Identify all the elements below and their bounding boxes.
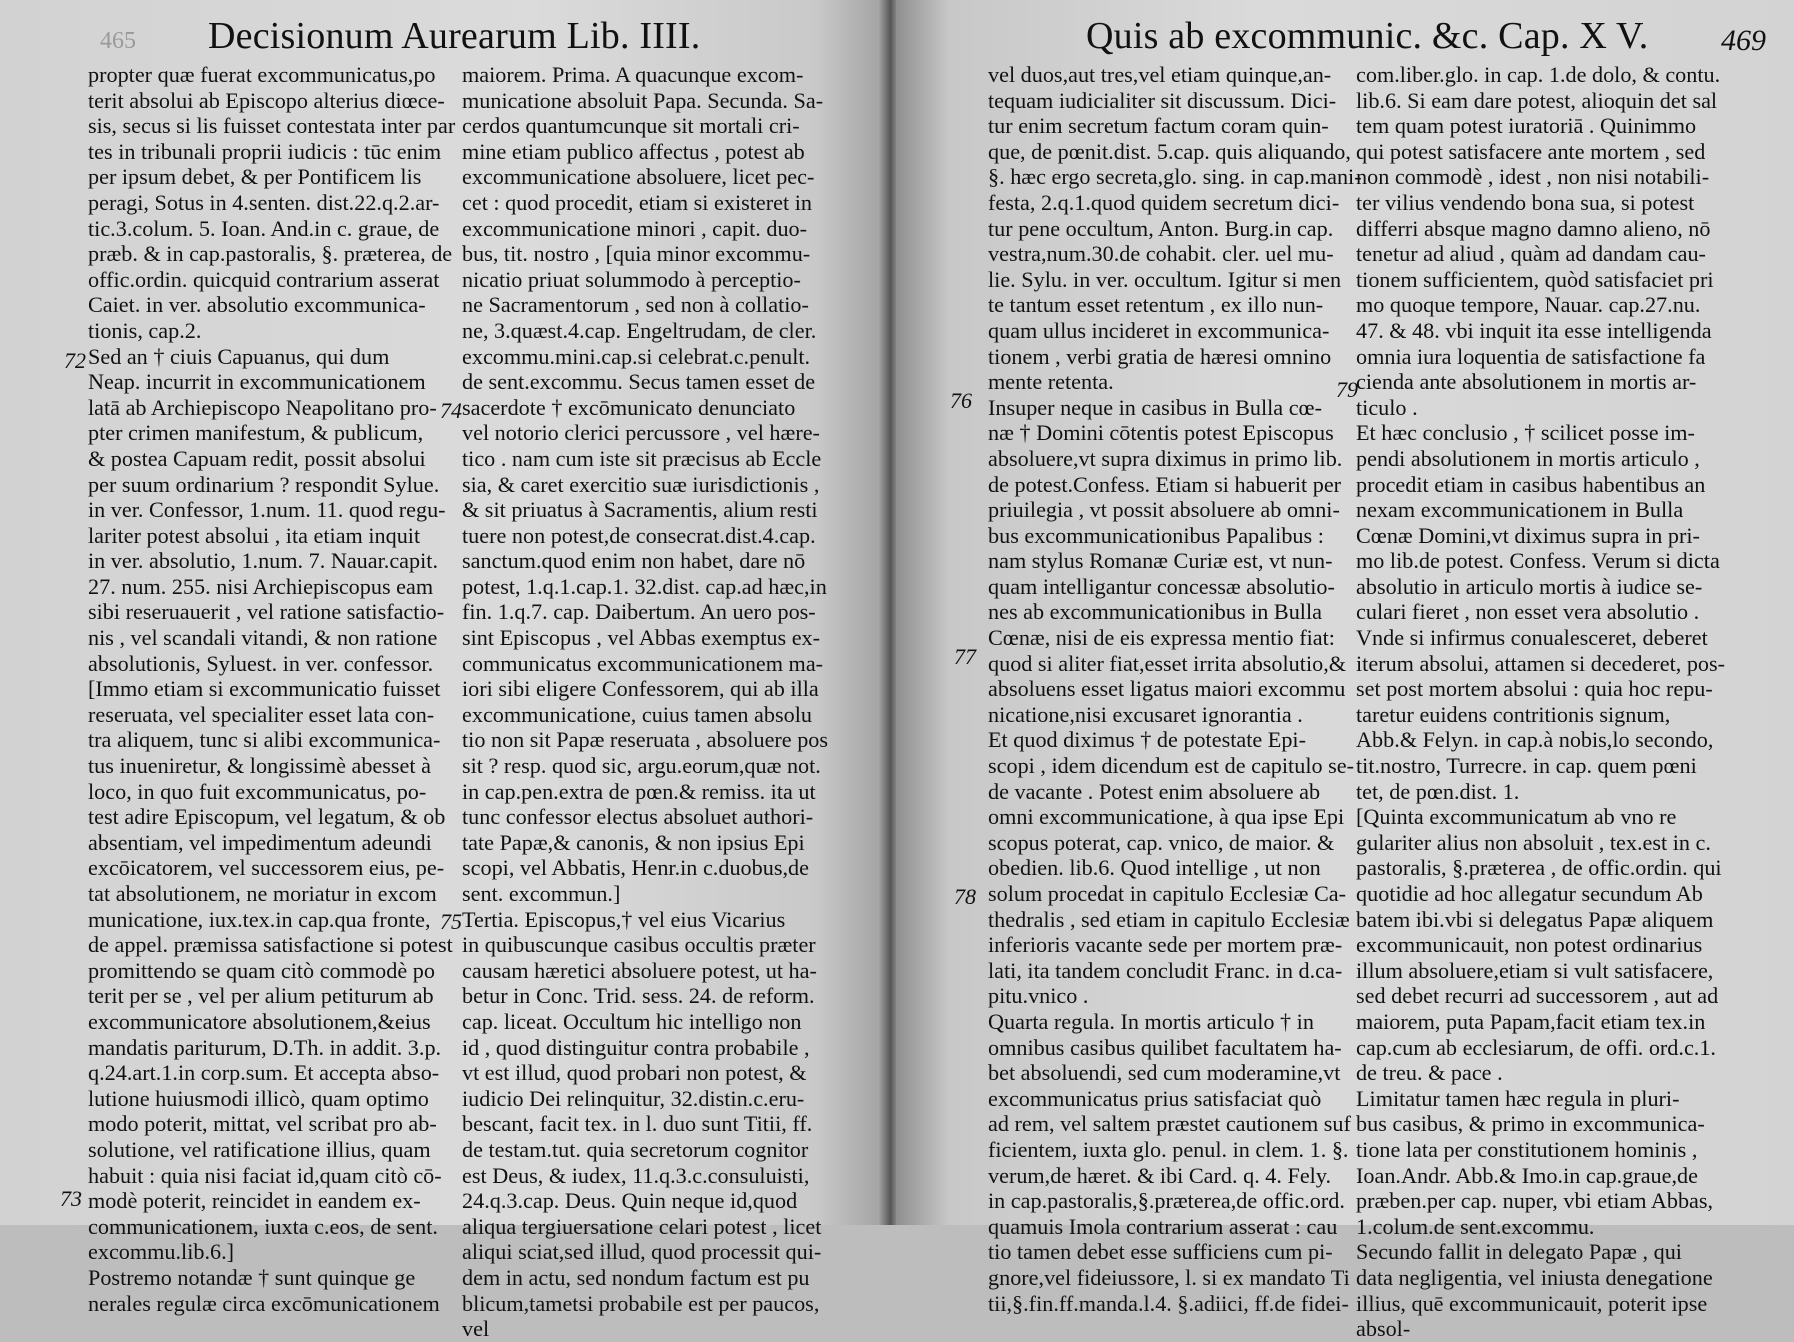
text-line: bus, tit. nostro , [quia minor excommu- xyxy=(462,241,811,267)
text-line: pter crimen manifestum, & publicum, xyxy=(88,420,424,446)
text-line: sent. excommun.] xyxy=(462,881,621,906)
text-line: habuit : quia nisi faciat id,quam citò cō- xyxy=(88,1162,442,1188)
text-line: per suum ordinarium ? respondit Sylue. xyxy=(88,471,440,497)
text-line: excommu.mini.cap.si celebrat.c.penult. xyxy=(462,343,811,369)
text-line: mo lib.de potest. Confess. Verum si dicta xyxy=(1356,548,1720,574)
margin-number: 72 xyxy=(64,348,86,373)
text-line: tequam iudicialiter sit discussum. Dici- xyxy=(988,87,1337,113)
text-line: Cœnæ, nisi de eis expressa mentio fiat: xyxy=(988,625,1335,651)
text-line: priuilegia , vt possit absoluere ab omni- xyxy=(988,497,1340,523)
text-line: 27. num. 255. nisi Archiepiscopus eam xyxy=(88,573,434,599)
text-line: cerdos quantumcunque sit mortali cri- xyxy=(462,113,800,139)
margin-number: 76 xyxy=(950,388,972,413)
text-line: q.24.art.1.in corp.sum. Et accepta abso- xyxy=(88,1060,440,1086)
text-line: absoluere,vt supra diximus in primo lib. xyxy=(988,445,1343,471)
text-line: blicum,tametsi probabile est per paucos, xyxy=(462,1290,820,1316)
text-line: tii,§.fin.ff.manda.l.4. §.adiici, ff.de fidei- xyxy=(988,1290,1349,1316)
text-line: absolutio in articulo mortis à iudice se- xyxy=(1356,573,1703,599)
text-line: peragi, Sotus in 4.senten. dist.22.q.2.ar- xyxy=(88,189,440,215)
text-line: communicatus excommunicationem ma- xyxy=(462,650,824,676)
text-line: mine etiam publico affectus , potest ab xyxy=(462,138,805,164)
running-head-right: Quis ab excommunic. &c. Cap. X V. xyxy=(1086,15,1649,57)
text-line: Cœnæ Domini,vt diximus supra in pri- xyxy=(1356,522,1700,548)
text-line: de appel. præmissa satisfactione si potest xyxy=(88,932,453,958)
text-line: Ioan.Andr. Abb.& Imo.in cap.graue,de xyxy=(1356,1162,1698,1188)
text-line: fin. 1.q.7. cap. Daibertum. An uero pos- xyxy=(462,599,816,625)
text-line: nerales regulæ circa excōmunicationem xyxy=(88,1290,440,1316)
text-line: vel notorio clerici percussore , vel hære- xyxy=(462,420,820,446)
text-line: procedit etiam in casibus habentibus an xyxy=(1356,471,1706,497)
text-line: festa, 2.q.1.quod quidem secretum dici- xyxy=(988,189,1340,215)
text-line: quam intelligantur concessæ absolutio- xyxy=(988,573,1335,599)
text-line: 24.q.3.cap. Deus. Quin neque id,quod xyxy=(462,1188,798,1214)
text-line: inferioris vacante sede per mortem præ- xyxy=(988,932,1343,958)
text-line: offic.ordin. quicquid contrarium asserat xyxy=(88,266,440,292)
text-line: in ver. Confessor, 1.num. 11. quod regu- xyxy=(88,497,446,523)
text-line: excommunicatore absolutionem,&eius xyxy=(88,1008,431,1034)
text-line: Limitatur tamen hæc regula in pluri- xyxy=(1356,1085,1680,1111)
text-line: vel duos,aut tres,vel etiam quinque,an- xyxy=(988,62,1332,87)
text-line: municatione absoluit Papa. Secunda. Sa- xyxy=(462,87,824,113)
text-line: tio tamen debet esse sufficiens cum pi- xyxy=(988,1239,1333,1265)
text-line: aliqui sciat,sed illud, quod processit qui- xyxy=(462,1239,822,1265)
text-line: cet : quod procedit, etiam si existeret in xyxy=(462,189,812,215)
text-line: bet absoluendi, sed cum moderamine,vt xyxy=(988,1060,1341,1086)
text-line: illum absoluere,etiam si vult satisfacere, xyxy=(1356,957,1714,983)
text-line: mente retenta. xyxy=(988,369,1114,395)
bleedthrough-mark: 465 xyxy=(100,28,136,54)
text-line: bescant, facit tex. in l. duo sunt Titii, ff. xyxy=(462,1111,813,1137)
text-line: & sit priuatus à Sacramentis, alium resti xyxy=(462,497,818,523)
text-line: Insuper neque in casibus in Bulla cœ- xyxy=(988,394,1322,420)
text-line: Tertia. Episcopus,† vel eius Vicarius xyxy=(462,906,786,932)
text-line: illius, quē excommunicauit, poterit ipse xyxy=(1356,1290,1708,1316)
text-line: vt est illud, quod probari non potest, & xyxy=(462,1060,807,1086)
text-line: maiorem. Prima. A quacunque excom- xyxy=(462,62,804,87)
text-line: Postremo notandæ † sunt quinque ge xyxy=(88,1264,416,1290)
running-head-left: Decisionum Aurearum Lib. IIII. xyxy=(208,15,701,57)
text-line: potest, 1.q.1.cap.1. 32.dist. cap.ad hæc,in xyxy=(462,573,827,599)
text-line: scopi , idem dicendum est de capitulo se- xyxy=(988,753,1354,779)
text-line: tate Papæ,& canonis, & non ipsius Epi xyxy=(462,829,805,855)
text-line: nes ab excommunicationibus in Bulla xyxy=(988,599,1322,625)
text-line: gulariter alius non absoluit , tex.est in c. xyxy=(1356,829,1711,855)
margin-number: 79 xyxy=(1336,377,1358,402)
text-line: que, de pœnit.dist. 5.cap. quis aliquando, xyxy=(988,138,1351,164)
text-line: culari fieret , non esset vera absolutio . xyxy=(1356,599,1700,625)
text-line: de sent.excommu. Secus tamen esset de xyxy=(462,369,816,395)
text-line: iterum absolui, attamen si decederet, pos- xyxy=(1356,650,1726,676)
text-line: in cap.pen.extra de pœn.& remiss. ita ut xyxy=(462,778,816,804)
text-line: 47. & 48. vbi inquit ita esse intelligenda xyxy=(1356,317,1712,343)
text-line: ter vilius vendendo bona sua, si potest xyxy=(1356,189,1695,215)
text-line: nexam excommunicationem in Bulla xyxy=(1356,497,1684,523)
text-line: excommunicatione, cuius tamen absolu xyxy=(462,701,812,727)
text-line: omnia iura loquentia de satisfactione fa xyxy=(1356,343,1706,369)
text-line: tem quam potest iuratoriā . Quinimmo xyxy=(1356,113,1697,139)
text-line: præben.per cap. nuper, vbi etiam Abbas, xyxy=(1356,1188,1714,1214)
text-line: gnore,vel fideiussore, l. si ex mandato Ti xyxy=(988,1264,1350,1290)
text-line: quotidie ad hoc allegatur secundum Ab xyxy=(1356,881,1703,906)
text-line: ticulo . xyxy=(1356,394,1418,420)
text-line: latā ab Archiepiscopo Neapolitano pro- xyxy=(88,394,437,420)
text-line: bus casibus, & primo in excommunica- xyxy=(1356,1111,1705,1137)
text-line: tuere non potest,de consecrat.dist.4.cap. xyxy=(462,522,816,548)
text-line: tio non sit Papæ reseruata , absoluere pos xyxy=(462,727,829,753)
text-line: bus excommunicationibus Papalibus : xyxy=(988,522,1324,548)
text-line: tenetur ad aliud , quàm ad dandam cau- xyxy=(1356,241,1706,267)
text-line: non commodè , idest , non nisi notabili- xyxy=(1356,164,1710,190)
text-line: verum,de hæret. & ibi Card. q. 4. Fely. xyxy=(988,1162,1332,1188)
text-line: de vacante . Potest enim absoluere ab xyxy=(988,778,1321,804)
text-line: mo quoque tempore, Nauar. cap.27.nu. xyxy=(1356,292,1701,318)
text-line: tit.nostro, Turrecre. in cap. quem pœni xyxy=(1356,753,1697,779)
margin-number: 73 xyxy=(60,1186,82,1211)
text-line: Quarta regula. In mortis articulo † in xyxy=(988,1008,1314,1034)
text-line: cap. liceat. Occultum hic intelligo non xyxy=(462,1008,802,1034)
text-line: aliqua tergiuersatione celari potest , licet xyxy=(462,1213,822,1239)
text-line: lie. Sylu. in ver. occultum. Igitur si men xyxy=(988,266,1342,292)
text-line: tic.3.colum. 5. Ioan. And.in c. graue, de xyxy=(88,215,440,241)
text-line: quamuis Imola contrarium asserat : cau xyxy=(988,1213,1338,1239)
text-line: te tantum esset retentum , ex illo nun- xyxy=(988,292,1324,318)
text-line: de treu. & pace . xyxy=(1356,1060,1503,1086)
text-line: Secundo fallit in delegato Papæ , qui xyxy=(1356,1239,1682,1265)
text-line: scopi, vel Abbatis, Henr.in c.duobus,de xyxy=(462,855,809,881)
text-line: omnibus casibus quilibet facultatem ha- xyxy=(988,1034,1342,1060)
text-line: tes in tribunali proprii iudicis : tūc enim xyxy=(88,138,442,164)
text-line: Et hæc conclusio , † scilicet posse im- xyxy=(1356,420,1695,446)
text-line: excommunicatione minori , capit. duo- xyxy=(462,215,808,241)
text-line: de testam.tut. quia secretorum cognitor xyxy=(462,1136,809,1162)
text-line: differri absque magno damno alieno, nō xyxy=(1356,215,1711,241)
text-line: lati, ita tandem concludit Franc. in d.ca- xyxy=(988,957,1343,983)
text-line: absoluens esset ligatus maiori excommu xyxy=(988,676,1346,702)
text-line: nis , vel scandali vitandi, & non ratione xyxy=(88,625,438,651)
margin-number: 78 xyxy=(954,884,976,909)
text-line: maiorem, puta Papam,facit etiam tex.in xyxy=(1356,1008,1706,1034)
text-line: nicatione,nisi excusaret ignorantia . xyxy=(988,701,1303,727)
text-line: tet, de pœn.dist. 1. xyxy=(1356,778,1520,804)
text-line: omni excommunicatione, à qua ipse Epi xyxy=(988,804,1345,830)
text-line: ad rem, vel saltem præstet cautionem suf xyxy=(988,1111,1351,1137)
text-line: lutione huiusmodi illicò, quam optimo xyxy=(88,1085,429,1111)
text-line: sint Episcopus , vel Abbas exemptus ex- xyxy=(462,625,821,651)
text-line: ne Sacramentorum , sed non à collatio- xyxy=(462,292,809,318)
text-line: in ver. absolutio, 1.num. 7. Nauar.capit. xyxy=(88,548,439,574)
text-line: Caiet. in ver. absolutio excommunica- xyxy=(88,292,426,318)
text-line: Sed an † ciuis Capuanus, qui dum xyxy=(88,343,390,369)
text-line: sacerdote † excōmunicato denunciato xyxy=(462,394,796,420)
text-line: absolutionis, Syluest. in ver. confessor. xyxy=(88,650,434,676)
text-line: sibi reseruauerit , vel ratione satisfactio- xyxy=(88,599,445,625)
text-line: municatione, iux.tex.in cap.qua fronte, xyxy=(88,906,431,932)
text-line: com.liber.glo. in cap. 1.de dolo, & contu. xyxy=(1356,62,1721,87)
text-line: ne, 3.quæst.4.cap. Engeltrudam, de cler. xyxy=(462,317,817,343)
text-line: iori sibi eligere Confessorem, qui ab illa xyxy=(462,676,819,702)
text-line: [Immo etiam si excommunicatio fuisset xyxy=(88,676,441,702)
text-line: in quibuscunque casibus occultis præter xyxy=(462,932,816,958)
text-line: Vnde si infirmus conualesceret, deberet xyxy=(1356,625,1708,651)
text-line: iudicio Dei relinquitur, 32.distin.c.eru- xyxy=(462,1085,805,1111)
text-line: thedralis , sed etiam in capitulo Ecclesiæ xyxy=(988,906,1350,932)
text-line: test adire Episcopum, vel legatum, & ob xyxy=(88,804,446,830)
text-line: vestra,num.30.de cohabit. cler. uel mu- xyxy=(988,241,1334,267)
text-line: excommunicatione absoluere, licet pec- xyxy=(462,164,815,190)
text-line: [Quinta excommunicatum ab vno re xyxy=(1356,804,1677,830)
text-line: propter quæ fuerat excommunicatus,po xyxy=(88,62,436,87)
text-line: sed debet recurri ad successorem , aut ad xyxy=(1356,983,1719,1009)
text-line: reseruata, vel specialiter esset lata con- xyxy=(88,701,435,727)
margin-number: 77 xyxy=(954,644,976,669)
text-line: excommunicatus prius satisfaciat quò xyxy=(988,1085,1322,1111)
text-line: tionis, cap.2. xyxy=(88,317,202,343)
text-line: quam ullus incideret in excommunica- xyxy=(988,317,1330,343)
text-line: communicationem, iuxta c.eos, de sent. xyxy=(88,1213,438,1239)
text-line: loco, in quo fuit excommunicatus, po- xyxy=(88,778,427,804)
text-line: tionem sufficientem, quòd satisfaciet pri xyxy=(1356,266,1714,292)
text-line: mandatis pariturum, D.Th. in addit. 3.p. xyxy=(88,1034,442,1060)
left-page xyxy=(0,0,888,1342)
text-line: pastoralis, §.præterea , de offic.ordin. qui xyxy=(1356,855,1722,881)
text-line: solutione, vel ratificatione illius, quam xyxy=(88,1136,431,1162)
text-line: vel xyxy=(462,1316,490,1342)
margin-number: 75 xyxy=(440,909,462,934)
text-line: terit per se , vel per alium petiturum ab xyxy=(88,983,434,1009)
text-line: quod si aliter fiat,esset irrita absolutio,& xyxy=(988,650,1347,676)
text-line: obedien. lib.6. Quod intellige , ut non xyxy=(988,855,1321,881)
text-line: betur in Conc. Trid. sess. 24. de reform. xyxy=(462,983,815,1009)
text-line: causam hæretici absoluere potest, ut ha- xyxy=(462,957,817,983)
text-line: sit ? resp. quod sic, argu.eorum,quæ not. xyxy=(462,753,821,779)
text-line: excōicatorem, vel successorem eius, pe- xyxy=(88,855,445,881)
text-line: sanctum.quod enim non habet, dare nō xyxy=(462,548,806,574)
text-line: est Deus, & iudex, 11.q.3.c.consuluisti, xyxy=(462,1162,810,1188)
text-line: de potest.Confess. Etiam si habuerit per xyxy=(988,471,1342,497)
text-line: solum procedat in capitulo Ecclesiæ Ca- xyxy=(988,881,1346,906)
text-line: næ † Domini cōtentis potest Episcopus xyxy=(988,420,1334,446)
text-line: tione lata per constitutionem hominis , xyxy=(1356,1136,1698,1162)
text-line: Abb.& Felyn. in cap.à nobis,lo secondo, xyxy=(1356,727,1714,753)
text-line: id , quod distinguitur contra probabile , xyxy=(462,1034,810,1060)
text-line: cienda ante absolutionem in mortis ar- xyxy=(1356,369,1697,395)
text-line: tur pene occultum, Anton. Burg.in cap. xyxy=(988,215,1334,241)
text-line: set post mortem absolui : quia hoc repu- xyxy=(1356,676,1713,702)
text-line: pendi absolutionem in mortis articulo , xyxy=(1356,445,1700,471)
text-line: Et quod diximus † de potestate Epi- xyxy=(988,727,1306,753)
text-line: tur enim secretum factum coram quin- xyxy=(988,113,1329,139)
text-line: lib.6. Si eam dare potest, alioquin det sal xyxy=(1356,87,1718,113)
right-column-b xyxy=(1356,62,1726,1342)
text-line: nam stylus Romanæ Curiæ est, vt nun- xyxy=(988,548,1333,574)
text-line: dem in actu, sed nondum factum est pu xyxy=(462,1264,810,1290)
text-line: data negligentia, vel iniusta denegatione xyxy=(1356,1264,1713,1290)
page-number: 469 xyxy=(1721,24,1766,57)
text-line: absentiam, vel impedimentum adeundi xyxy=(88,829,432,855)
text-line: qui potest satisfacere ante mortem , sed xyxy=(1356,138,1706,164)
text-line: §. hæc ergo secreta,glo. sing. in cap.mani- xyxy=(988,164,1362,190)
text-line: excommunicauit, non potest ordinarius xyxy=(1356,932,1703,958)
text-line: excommu.lib.6.] xyxy=(88,1239,235,1265)
text-line: in cap.pastoralis,§.præterea,de offic.ord. xyxy=(988,1188,1345,1214)
text-line: taretur euidens contritionis signum, xyxy=(1356,701,1671,727)
text-line: batem ibi.vbi si delegatus Papæ aliquem xyxy=(1356,906,1714,932)
text-line: absol- xyxy=(1356,1316,1411,1342)
text-line: præb. & in cap.pastoralis, §. præterea, de xyxy=(88,241,453,267)
text-line: modè poterit, reincidet in eandem ex- xyxy=(88,1188,421,1214)
text-line: terit absolui ab Episcopo alterius diœce- xyxy=(88,87,445,113)
text-line: tico . nam cum iste sit præcisus ab Eccle xyxy=(462,445,822,471)
text-line: tunc confessor electus absoluet authori- xyxy=(462,804,814,830)
text-line: tat absolutionem, ne moriatur in excom xyxy=(88,881,437,906)
left-column-b xyxy=(462,62,829,1342)
text-line: nicatio priuat solummodo à perceptio- xyxy=(462,266,801,292)
text-line: tionem , verbi gratia de hæresi omnino xyxy=(988,343,1332,369)
text-line: 1.colum.de sent.excommu. xyxy=(1356,1213,1595,1239)
right-page xyxy=(896,0,1794,1342)
text-line: modo poterit, mittat, vel scribat pro ab- xyxy=(88,1111,437,1137)
text-line: & postea Capuam redit, possit absolui xyxy=(88,445,426,471)
text-line: tus inueniretur, & longissimè abesset à xyxy=(88,753,431,779)
text-line: pitu.vnico . xyxy=(988,983,1089,1009)
text-line: promittendo se quam citò commodè po xyxy=(88,957,435,983)
text-line: ficientem, iuxta glo. penul. in clem. 1. §. xyxy=(988,1136,1349,1162)
text-line: tra aliquem, tunc si alibi excommunica- xyxy=(88,727,441,753)
text-line: scopus poterat, cap. vnico, de maior. & xyxy=(988,829,1335,855)
text-line: sia, & caret exercitio suæ iurisdictionis , xyxy=(462,471,820,497)
text-line: per ipsum debet, & per Pontificem lis xyxy=(88,164,422,190)
text-line: Neap. incurrit in excommunicationem xyxy=(88,369,426,395)
margin-number: 74 xyxy=(440,398,462,423)
text-line: lariter potest absolui , ita etiam inquit xyxy=(88,522,421,548)
text-line: cap.cum ab ecclesiarum, de offi. ord.c.1. xyxy=(1356,1034,1716,1060)
text-line: sis, secus si lis fuisset contestata inter par xyxy=(88,113,456,139)
